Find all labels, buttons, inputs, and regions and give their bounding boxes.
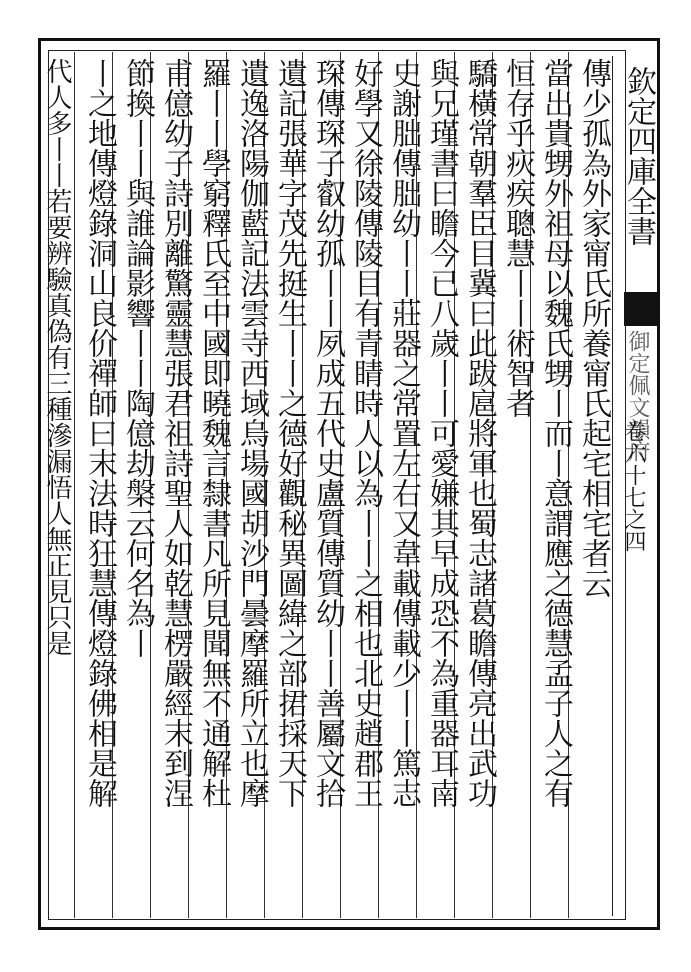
text-column-13: 節換丨丨與誰論影響丨丨陶億劫槃云何名為丨 — [120, 58, 155, 658]
text-column-1: 傳少孤為外家甯氏所養甯氏起宅相宅者云 — [576, 58, 611, 598]
text-column-7: 好學又徐陵傳陵目有青睛時人以為丨丨之相也北史趙郡王 — [348, 58, 383, 808]
work-title: 御定佩文韻府 — [625, 330, 650, 462]
fishtail-mark — [624, 292, 658, 326]
volume-label: 卷六十七之四 — [621, 420, 646, 552]
text-column-11: 羅丨丨學窮釋氏至中國即曉魏言隸書凡所見聞無不通解杜 — [196, 58, 231, 808]
text-column-10: 遺逸洛陽伽藍記法雲寺西域烏場國胡沙門曇摩羅所立也摩 — [234, 58, 269, 808]
text-column-5: 與兄瑾書曰瞻今已八歲丨丨可愛嫌其早成恐不為重器耳南 — [424, 58, 459, 808]
text-column-15: 代人多丨丨若要辨驗真偽有三種滲漏悟人無正見只是 — [42, 58, 72, 656]
text-column-12: 甫億幼子詩別離驚靈慧張君祖詩聖人如乾慧楞嚴經末到涅 — [158, 58, 193, 808]
text-column-4: 驕橫常朝羣臣目冀曰此跋扈將軍也蜀志諸葛瞻傳亮出武功 — [462, 58, 497, 808]
text-column-9: 遺記張華字茂先挺生丨丨之德好觀秘異圖緯之部捃採天下 — [272, 58, 307, 808]
text-column-14: 丨之地傳燈錄洞山良价禪師曰末法時狂慧傳燈錄佛相是解 — [82, 58, 117, 808]
text-column-3: 恒存乎疢疾聰慧丨丨術智者 — [500, 58, 535, 418]
text-column-6: 史謝朏傳朏幼丨丨莊器之常置左右又韋載傳載少丨丨篤志 — [386, 58, 421, 808]
book-title: 欽定四庫全書 — [621, 66, 656, 246]
text-column-2: 當出貴甥外祖母以魏氏甥丨而丨意謂應之德慧孟子人之有 — [538, 58, 573, 808]
text-column-8: 琛傳琛子叡幼孤丨丨夙成五代史盧質傳質幼丨丨善屬文拾 — [310, 58, 345, 808]
